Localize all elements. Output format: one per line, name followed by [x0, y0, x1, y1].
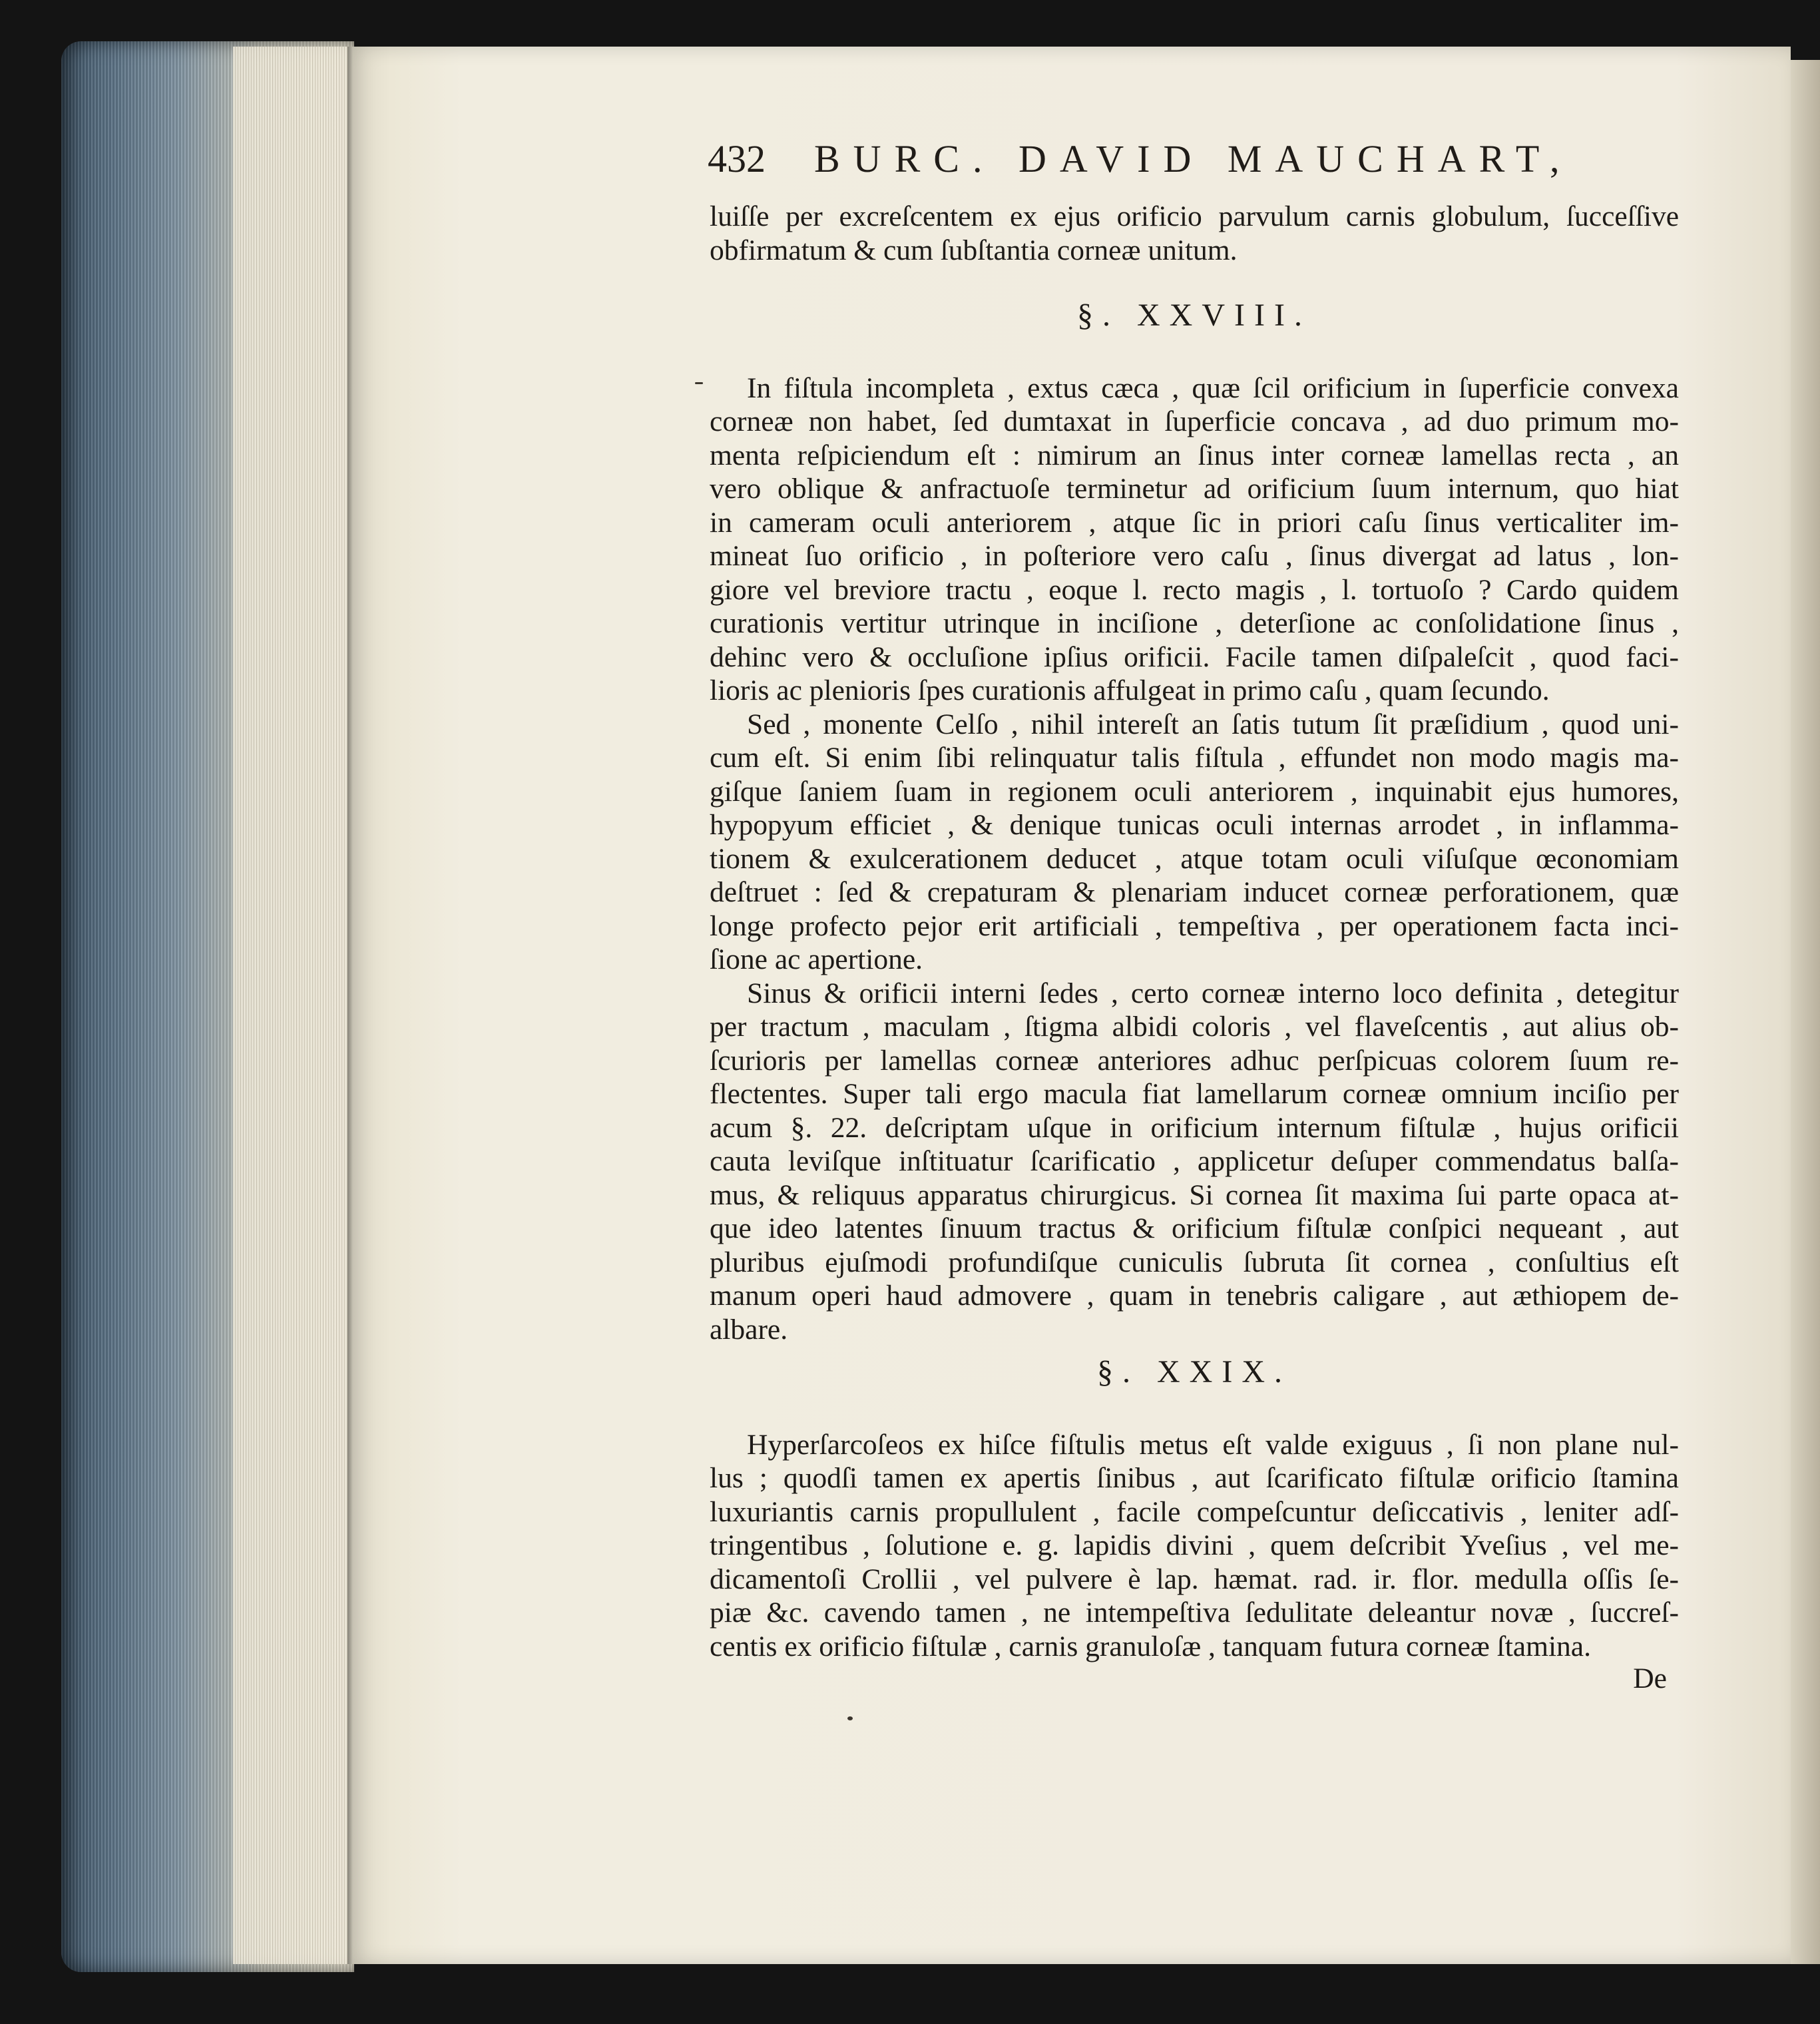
text-line: obfirmatum & cum ſubſtantia corneæ unitum.: [710, 234, 1238, 266]
text-line: mineat ſuo orificio , in poſteriore vero caſu , ſinus divergat ad latus , lon-: [710, 540, 1679, 572]
text-line: giore vel breviore tractu , eoque l. recto magis , l. tortuoſo ? Cardo quidem: [710, 573, 1679, 606]
text-line: Sed , monente Celſo , nihil intereſt an ſatis tutum ſit præſidium , quod uni-: [747, 708, 1679, 740]
text-line: Hyperſarcoſeos ex hiſce fiſtulis metus eſt valde exiguus , ſi non plane nul-: [747, 1428, 1679, 1461]
facing-page-edge: [1791, 60, 1820, 1964]
text-line: manum operi haud admovere , quam in tenebris caligare , aut æthiopem de-: [710, 1280, 1679, 1312]
text-line: longe profecto pejor erit artificiali , tempeſtiva , per operationem facta inci-: [710, 909, 1679, 942]
text-line: flectentes. Super tali ergo macula fiat lamellarum corneæ omnium inciſio per: [710, 1078, 1679, 1110]
text-line: pluribus ejuſmodi profundiſque cuniculis ſubruta ſit cornea , conſultius eſt: [710, 1246, 1679, 1278]
text-line: ſcurioris per lamellas corneæ anteriores adhuc perſpicuas colorem ſuum re-: [710, 1044, 1679, 1077]
text-line: centis ex orificio fiſtulæ , carnis granuloſæ , tanquam futura corneæ ſtamina.: [710, 1630, 1591, 1662]
body-text: [710, 200, 1679, 1696]
text-line: vero oblique & anfractuoſe terminetur ad orificium ſuum internum, quo hiat: [710, 473, 1679, 505]
text-line: Sinus & orificii interni ſedes , certo corneæ interno loco definita , detegitur: [747, 977, 1679, 1009]
text-line: que ideo latentes ſinuum tractus & orificium fiſtulæ conſpici nequeant , aut: [710, 1212, 1679, 1244]
text-line: cauta leviſque inſtituatur ſcarificatio , applicetur deſuper commendatus balſa-: [710, 1145, 1679, 1177]
text-line: tionem & exulcerationem deducet , atque totam oculi viſuſque œconomiam: [710, 842, 1679, 875]
text-line: curationis vertitur utrinque in inciſione , deterſione ac conſolidatione ſinus ,: [710, 607, 1679, 639]
text-line: cum eſt. Si enim ſibi relinquatur talis fiſtula , effundet non modo magis ma-: [710, 742, 1679, 774]
section-heading: §. XXVIII.: [1077, 298, 1311, 333]
text-line: in cameram oculi anteriorem , atque ſic in priori caſu ſinus verticaliter im-: [710, 506, 1679, 539]
ink-speck: [695, 382, 703, 384]
text-line: mus, & reliquus apparatus chirurgicus. Si cornea ſit maxima ſui parte opaca at-: [710, 1178, 1679, 1211]
page-stack: [233, 47, 353, 1964]
text-line: luxuriantis carnis propullulent , facile compeſcuntur deſiccativis , leniter adſ-: [710, 1495, 1679, 1528]
text-line: albare.: [710, 1313, 788, 1346]
catchword: De: [1633, 1662, 1667, 1694]
text-line: dicamentoſi Crollii , vel pulvere è lap. hæmat. rad. ir. flor. medulla oſſis ſe-: [710, 1563, 1679, 1595]
text-line: lioris ac plenioris ſpes curationis affulgeat in primo caſu , quam ſecundo.: [710, 674, 1550, 706]
text-line: deſtruet : ſed & crepaturam & plenariam inducet corneæ perforationem, quæ: [710, 876, 1679, 908]
ink-speck: [847, 1716, 853, 1720]
text-line: luiſſe per excreſcentem ex ejus orificio parvulum carnis globulum, ſucceſſive: [710, 200, 1679, 232]
text-line: lus ; quodſi tamen ex apertis ſinibus , aut ſcarificato fiſtulæ orificio ſtamina: [710, 1462, 1679, 1494]
text-line: In fiſtula incompleta , extus cæca , quæ ſcil orificium in ſuperficie convexa: [747, 372, 1679, 404]
text-line: menta reſpiciendum eſt : nimirum an ſinus inter corneæ lamellas recta , an: [710, 439, 1679, 471]
text-line: piæ &c. cavendo tamen , ne intempeſtiva ſedulitate deleantur novæ , ſuccreſ-: [710, 1597, 1679, 1629]
text-line: hypopyum efficiet , & denique tunicas oculi internas arrodet , in inflamma-: [710, 809, 1679, 841]
running-head: BURC. DAVID MAUCHART,: [814, 137, 1573, 180]
text-line: acum §. 22. deſcriptam uſque in orificium internum fiſtulæ , hujus orificii: [710, 1111, 1679, 1144]
page-number: 432: [708, 137, 766, 180]
text-line: corneæ non habet, ſed dumtaxat in ſuperficie concava , ad duo primum mo-: [710, 405, 1679, 437]
page-header: [708, 136, 1680, 183]
text-line: giſque ſaniem ſuam in regionem oculi anteriorem , inquinabit ejus humores,: [710, 775, 1679, 808]
text-line: per tractum , maculam , ſtigma albidi coloris , vel flaveſcentis , aut alius ob-: [710, 1011, 1679, 1043]
text-line: ſione ac apertione.: [710, 943, 923, 975]
text-line: dehinc vero & occluſione ipſius orificii. Facile tamen diſpaleſcit , quod faci-: [710, 640, 1679, 673]
gutter-shadow: [347, 47, 353, 1964]
text-line: tringentibus , ſolutione e. g. lapidis divini , quem deſcribit Yveſius , vel me-: [710, 1529, 1679, 1561]
section-heading: §. XXIX.: [1097, 1354, 1291, 1390]
